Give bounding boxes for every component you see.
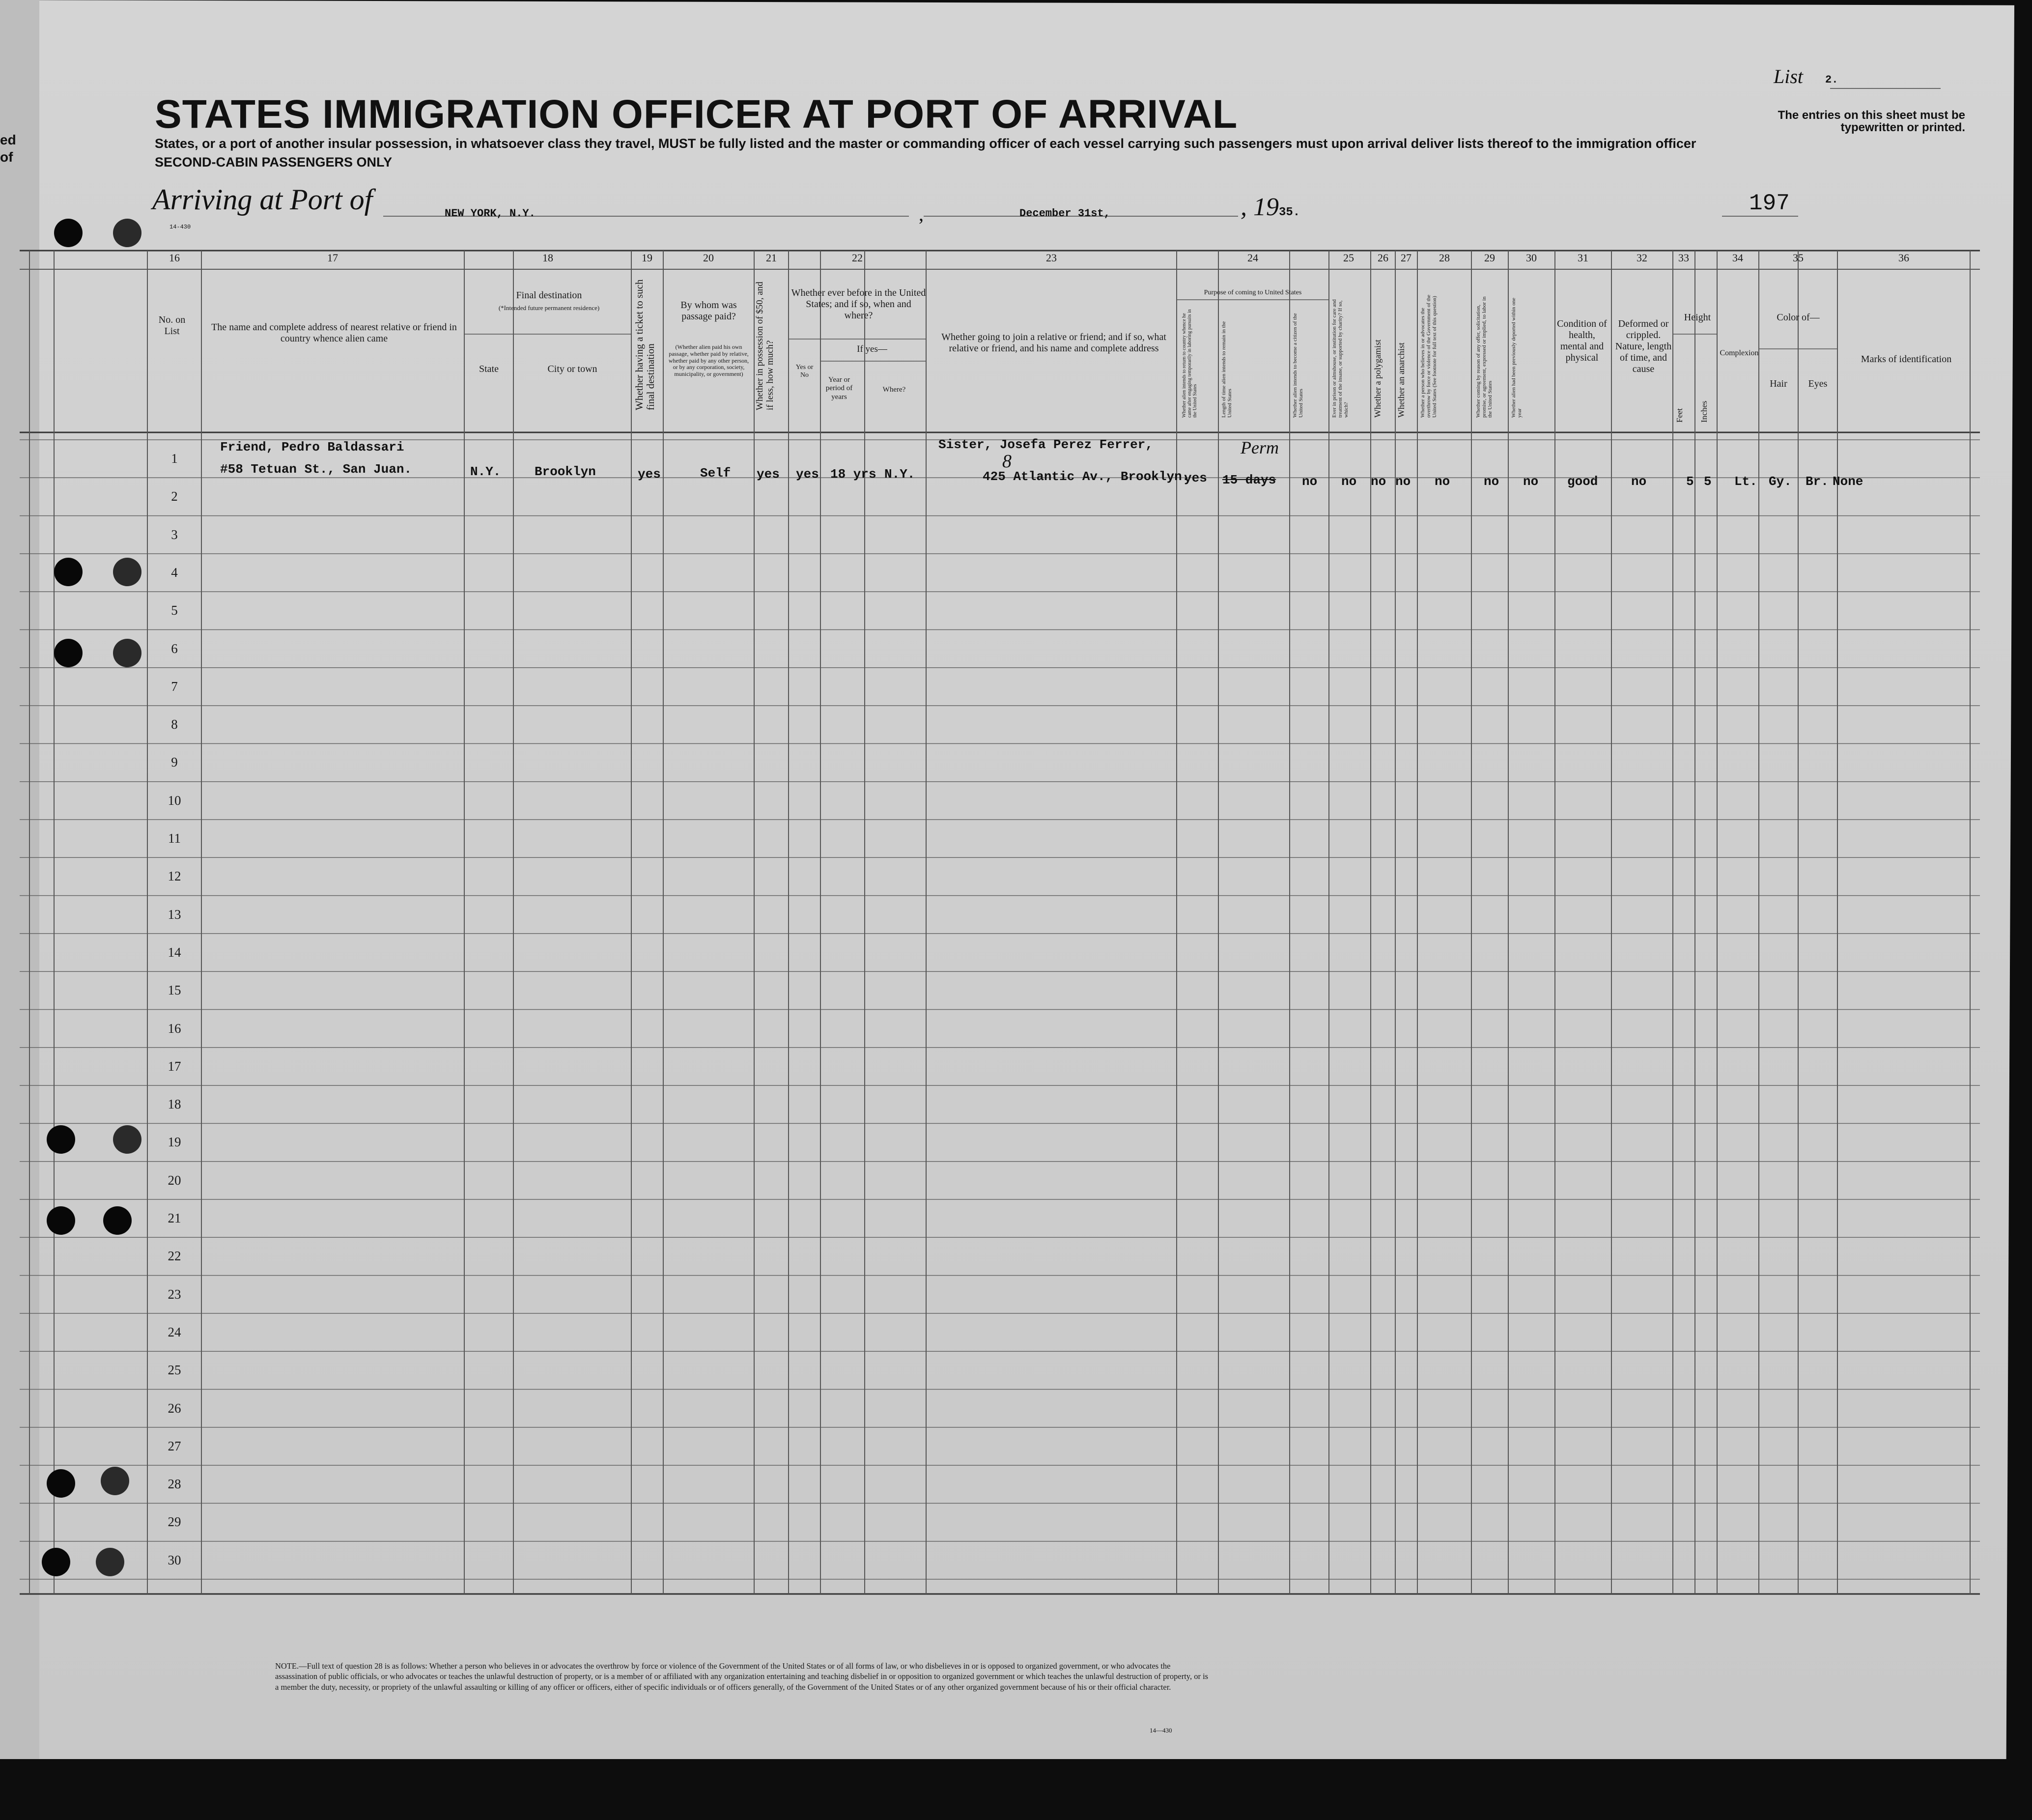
list-number: 2. (1825, 74, 1838, 86)
joining-name: Sister, Josefa Perez Ferrer, (938, 437, 1153, 452)
left-fragment: ed (0, 132, 16, 147)
punch-hole (113, 1125, 141, 1154)
column-number: 31 (1578, 252, 1588, 264)
column-number: 25 (1343, 252, 1354, 264)
punch-hole (47, 1469, 75, 1498)
row-number: 25 (168, 1363, 181, 1378)
col-24-header: Purpose of coming to United States (1204, 289, 1302, 296)
col-22-ifyes: If yes— (857, 344, 887, 354)
col-24c-header: Whether alien intends to become a citizen of the United States (1292, 313, 1304, 418)
punch-hole (47, 1125, 75, 1154)
column-number: 29 (1484, 252, 1495, 264)
year-value: , 1935. (1241, 193, 1300, 221)
punch-hole (54, 639, 83, 667)
column-number: 30 (1526, 252, 1537, 264)
punch-hole (113, 639, 141, 667)
complexion-value: Lt. (1734, 474, 1757, 489)
marks-value: None (1833, 474, 1863, 489)
col-24b-header: Length of time alien intends to remain in the United States (1221, 321, 1233, 418)
citizen-value: no (1302, 474, 1318, 489)
stay-handwritten: Perm (1241, 438, 1279, 457)
row-number: 3 (171, 527, 178, 542)
col-21-header: Whether in possession of $50, and if less, how much? (755, 282, 775, 410)
before-us-value: yes (796, 467, 819, 482)
punch-hole (96, 1548, 124, 1576)
column-number: 24 (1247, 252, 1258, 264)
column-number: 20 (703, 252, 714, 264)
row-number: 21 (168, 1211, 181, 1225)
column-number: 16 (169, 252, 180, 264)
row-number: 7 (171, 679, 178, 694)
punch-hole (54, 219, 83, 247)
column-number: 32 (1637, 252, 1647, 264)
col-27-header: Whether an anarchist (1396, 342, 1406, 418)
polygamist-value: no (1371, 474, 1386, 489)
col-18-header: Final destination (516, 290, 582, 301)
health-value: good (1567, 474, 1598, 489)
return-value: yes (1184, 471, 1207, 485)
punch-hole (54, 558, 83, 586)
col-33-header: Height (1684, 312, 1711, 323)
column-number: 21 (766, 252, 777, 264)
column-number: 27 (1401, 252, 1411, 264)
row-number: 24 (168, 1324, 181, 1339)
col-17-header: The name and complete address of nearest relative or friend in country whence alien came (211, 322, 457, 344)
col-33-inches: Inches (1699, 400, 1709, 423)
deformed-value: no (1631, 474, 1647, 489)
col-25-header: Ever in prison or almshouse, or institution for care and treatment of the insane, or supported by charity? If so, which? (1331, 299, 1350, 418)
arriving-label: Arriving at Port of (152, 183, 373, 216)
column-number: 23 (1046, 252, 1057, 264)
col-31-header: Condition of health, mental and physical (1557, 318, 1607, 363)
offer-value: no (1484, 474, 1499, 489)
col-35-header: Color of— (1777, 312, 1820, 323)
col-22-yesno: Yes or No (795, 364, 814, 379)
col-35-hair: Hair (1770, 378, 1787, 389)
row-number: 26 (168, 1400, 181, 1416)
comma: , (919, 203, 924, 225)
feet-value: 5 (1686, 474, 1694, 489)
col-33-feet: Feet (1675, 408, 1684, 423)
col-23-header: Whether going to join a relative or friend; and if so, what relative or friend, and his name and complete address (941, 332, 1166, 354)
punch-hole (103, 1206, 132, 1235)
row-number: 28 (168, 1477, 181, 1492)
row-number: 9 (171, 755, 178, 770)
column-number: 18 (542, 252, 553, 264)
row-number: 8 (171, 717, 178, 732)
eyes-value: Br. (1806, 474, 1829, 489)
col-20-header: By whom was passage paid? (680, 300, 737, 322)
date-value: December 31st, (1019, 207, 1110, 220)
column-number: 33 (1678, 252, 1689, 264)
page-number: 197 (1749, 191, 1790, 216)
col-32-header: Deformed or crippled. Nature, length of time, and cause (1615, 318, 1672, 374)
year-suffix: 35. (1279, 206, 1300, 219)
form-subtitle: States, or a port of another insular possession, in whatsoever class they travel, MUST be fully listed and the master or commanding officer of each vessel carrying such passengers must upon arrival deliver lists thereof to the immigration officer (155, 136, 1696, 151)
form-code-bottom: 14—430 (1150, 1727, 1172, 1734)
form-code-top: 14-430 (169, 224, 191, 230)
row-number: 17 (168, 1058, 181, 1074)
row-number: 30 (168, 1552, 181, 1567)
col-20-note: (Whether alien paid his own passage, whether paid by relative, whether paid by any other person, or by any corporation, society, municipality, or government) (668, 343, 749, 378)
column-number: 28 (1439, 252, 1450, 264)
column-number: 17 (327, 252, 338, 264)
col-30-header: Whether alien had been previously deported within one year (1511, 297, 1523, 418)
column-number: 26 (1378, 252, 1388, 264)
row-number: 22 (168, 1249, 181, 1264)
row-number: 19 (168, 1135, 181, 1150)
overthrow-value: no (1435, 474, 1450, 489)
row-number: 13 (168, 907, 181, 922)
period-value: 18 yrs (830, 467, 876, 482)
row-number: 14 (168, 944, 181, 960)
row-number: 2 (171, 489, 178, 504)
joining-handwritten: 8 (1002, 451, 1012, 472)
col-24a-header: Whether alien intends to return to country whence he came after engaging temporarily in laboring pursuits in the United States (1182, 309, 1198, 418)
row-number: 15 (168, 983, 181, 998)
col-22-where: Where? (882, 386, 906, 394)
row-number: 18 (168, 1097, 181, 1112)
col-19-header: Whether having a ticket to such final destination (633, 279, 657, 410)
row-number: 20 (168, 1172, 181, 1188)
row-number: 4 (171, 565, 178, 580)
row-number: 5 (171, 603, 178, 618)
col-22-period: Year or period of years (825, 376, 853, 401)
relative-address: #58 Tetuan St., San Juan. (220, 462, 412, 477)
passage-value: Self (700, 466, 731, 481)
fifty-value: yes (757, 467, 780, 482)
punch-hole (101, 1467, 129, 1495)
col-36-header: Marks of identification (1861, 354, 1952, 365)
col-29-header: Whether coming by reason of any offer, solicitation, promise, or agreement, expressed or implied, to labor in the United States (1475, 296, 1494, 418)
stay-value: 15 days (1222, 473, 1276, 487)
form-title: STATES IMMIGRATION OFFICER AT PORT OF ARRIVAL (155, 92, 1238, 137)
prison-value: no (1341, 474, 1357, 489)
punch-hole (47, 1206, 75, 1235)
dest-city: Brooklyn (535, 464, 596, 479)
joining-address: 425 Atlantic Av., Brooklyn. (983, 469, 1190, 484)
anarchist-value: no (1395, 474, 1411, 489)
col-18-city: City or town (547, 364, 597, 374)
row-number: 10 (168, 793, 181, 808)
col-34-header: Complexion (1720, 349, 1759, 357)
row-number: 16 (168, 1021, 181, 1036)
relative-name: Friend, Pedro Baldassari (220, 440, 404, 455)
hair-value: Gy. (1769, 474, 1792, 489)
year-prefix: 19 (1253, 193, 1279, 221)
row-number: 11 (168, 831, 181, 846)
column-number: 34 (1732, 252, 1743, 264)
row-number: 27 (168, 1438, 181, 1453)
left-fragment: of (0, 149, 13, 165)
row-number: 12 (168, 869, 181, 884)
col-22-header: Whether ever before in the United States; and if so, when and where? (791, 287, 926, 321)
col-35-eyes: Eyes (1808, 378, 1828, 389)
column-number: 36 (1898, 252, 1909, 264)
col-16-header: No. on List (158, 314, 186, 337)
punch-hole (42, 1548, 70, 1576)
list-label: List (1774, 65, 1804, 87)
deported-value: no (1523, 474, 1539, 489)
column-number: 22 (852, 252, 863, 264)
column-number: 19 (642, 252, 652, 264)
col-28-header: Whether a person who believes in or advocates the overthrow by force or violence of the Government of the United States (See footnote for full text of this question) (1420, 294, 1438, 418)
port-value: NEW YORK, N.Y. (445, 207, 536, 220)
row-number: 1 (171, 451, 178, 466)
typewritten-instruction: The entries on this sheet must be typewritten or printed. (1778, 109, 1965, 135)
punch-hole (113, 558, 141, 586)
col-18-state: State (479, 364, 499, 374)
row-number: 23 (168, 1286, 181, 1302)
column-number: 35 (1793, 252, 1804, 264)
punch-hole (113, 219, 141, 247)
row-number: 29 (168, 1514, 181, 1530)
question-28-footnote: NOTE.—Full text of question 28 is as follows: Whether a person who believes in or advocates the overthrow by force or violence of the Government of the United States or of all forms of law, or who disbelieves in or is opposed to organized government, or who advocates the assassination of public officials, or who advocates or teaches the unlawful destruction of property, or is a member of or affiliated with any organization entertaining and teaching disbelief in or opposition to organized government or which teaches the unlawful destruction of property, or is a member the duty, necessity, or propriety of the unlawful assaulting or killing of any officer or officers, either of specific individuals or of officers generally, of the Government of the United States or of any other organized government because of his or their official character. (275, 1661, 1209, 1692)
inches-value: 5 (1704, 474, 1712, 489)
row-number: 6 (171, 641, 178, 656)
cabin-class: SECOND-CABIN PASSENGERS ONLY (155, 155, 393, 170)
where-value: N.Y. (884, 467, 915, 482)
ticket-value: yes (638, 467, 661, 482)
col-26-header: Whether a polygamist (1373, 340, 1383, 418)
col-18-note: (*Intended future permanent residence) (498, 304, 600, 312)
dest-state: N.Y. (470, 464, 501, 479)
